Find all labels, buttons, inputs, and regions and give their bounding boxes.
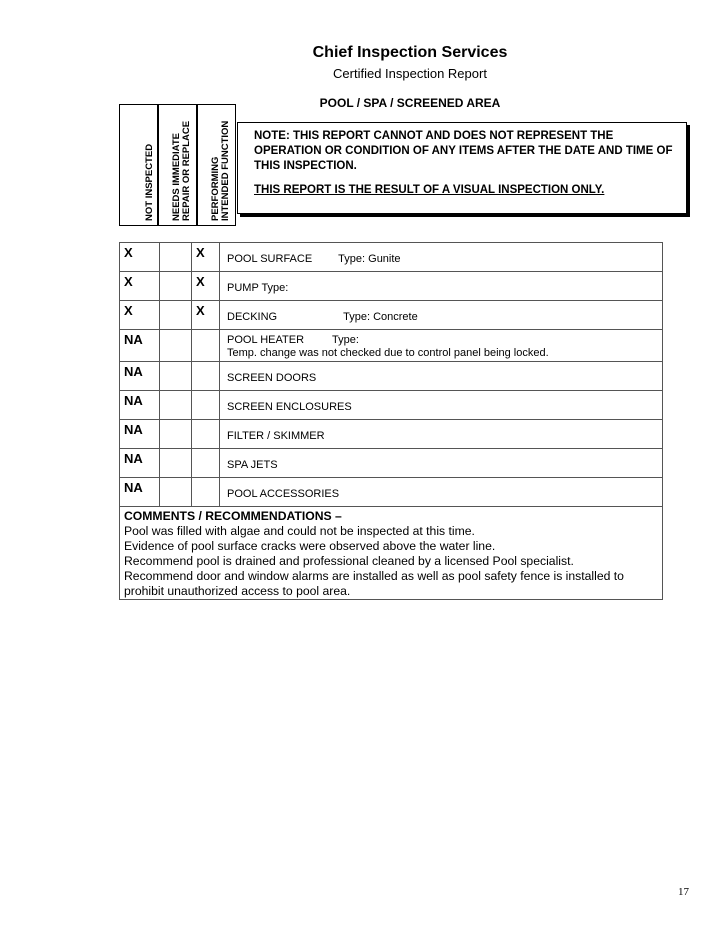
needs-repair-mark — [160, 362, 192, 391]
item-label: PUMP Type: — [227, 282, 289, 294]
needs-repair-mark — [160, 478, 192, 507]
column-label-needs-line1: NEEDS IMMEDIATE — [171, 133, 182, 221]
not-inspected-mark: X — [120, 301, 160, 330]
item-type: Type: Gunite — [338, 253, 401, 265]
item-description — [220, 301, 663, 330]
comments-title: COMMENTS / RECOMMENDATIONS – — [124, 509, 342, 523]
performing-mark — [192, 420, 220, 449]
item-label: SPA JETS — [227, 459, 278, 471]
item-description — [220, 478, 663, 507]
table-row — [120, 391, 663, 420]
performing-mark — [192, 391, 220, 420]
table-row — [120, 478, 663, 507]
needs-repair-mark — [160, 449, 192, 478]
performing-mark: X — [192, 301, 220, 330]
item-label: SCREEN ENCLOSURES — [227, 401, 352, 413]
item-description — [220, 420, 663, 449]
comment-line: Recommend door and window alarms are installed as well as pool safety fence is installed to prohibit unauthorized access to pool area. — [124, 569, 624, 598]
needs-repair-mark — [160, 420, 192, 449]
needs-repair-mark — [160, 391, 192, 420]
table-row — [120, 243, 663, 272]
column-header-needs-repair — [158, 104, 197, 226]
not-inspected-mark: NA — [120, 391, 160, 420]
report-subtitle: Certified Inspection Report — [333, 66, 487, 81]
item-label: POOL SURFACE — [227, 253, 313, 265]
table-row — [120, 362, 663, 391]
section-title: POOL / SPA / SCREENED AREA — [319, 96, 501, 110]
not-inspected-mark: NA — [120, 330, 160, 362]
comment-line: Recommend pool is drained and professional cleaned by a licensed Pool specialist. — [124, 554, 574, 568]
item-description — [220, 272, 663, 301]
column-label-needs-line2: REPAIR OR REPLACE — [181, 120, 192, 221]
item-description — [220, 449, 663, 478]
item-label: SCREEN DOORS — [227, 372, 317, 384]
disclaimer-note-box — [237, 122, 687, 214]
needs-repair-mark — [160, 272, 192, 301]
needs-repair-mark — [160, 330, 192, 362]
performing-mark — [192, 449, 220, 478]
not-inspected-mark: X — [120, 243, 160, 272]
comments-row — [120, 507, 663, 600]
item-description — [220, 362, 663, 391]
item-description — [220, 243, 663, 272]
item-type: Type: Concrete — [343, 311, 418, 323]
page-number: 17 — [678, 886, 689, 898]
performing-mark — [192, 330, 220, 362]
table-row — [120, 301, 663, 330]
performing-mark: X — [192, 243, 220, 272]
needs-repair-mark — [160, 301, 192, 330]
item-type: Type: — [332, 334, 359, 346]
column-label-not-inspected: NOT INSPECTED — [144, 143, 155, 221]
performing-mark — [192, 478, 220, 507]
item-label: POOL HEATER — [227, 334, 305, 346]
not-inspected-mark: NA — [120, 478, 160, 507]
item-label: FILTER / SKIMMER — [227, 430, 325, 442]
comment-line: Pool was filled with algae and could not be inspected at this time. — [124, 524, 475, 538]
table-row — [120, 449, 663, 478]
not-inspected-mark: NA — [120, 420, 160, 449]
disclaimer-text: NOTE: THIS REPORT CANNOT AND DOES NOT REPRESENT THE OPERATION OR CONDITION OF ANY ITEMS AFTER THE DATE AND TIME OF THIS INSPECTION. — [254, 130, 673, 172]
visual-inspection-notice: THIS REPORT IS THE RESULT OF A VISUAL INSPECTION ONLY. — [254, 184, 605, 196]
item-label: DECKING — [227, 311, 278, 323]
table-row — [120, 420, 663, 449]
item-note: Temp. change was not checked due to control panel being locked. — [227, 347, 549, 359]
report-company-title: Chief Inspection Services — [312, 44, 508, 61]
needs-repair-mark — [160, 243, 192, 272]
performing-mark — [192, 362, 220, 391]
column-label-perf-line2: INTENDED FUNCTION — [220, 120, 231, 221]
inspection-items-table — [119, 242, 663, 600]
column-header-not-inspected — [119, 104, 158, 226]
not-inspected-mark: X — [120, 272, 160, 301]
comment-line: Evidence of pool surface cracks were observed above the water line. — [124, 539, 496, 553]
performing-mark: X — [192, 272, 220, 301]
comments-section — [120, 507, 663, 600]
item-description — [220, 391, 663, 420]
table-row — [120, 330, 663, 362]
table-row — [120, 272, 663, 301]
not-inspected-mark: NA — [120, 362, 160, 391]
not-inspected-mark: NA — [120, 449, 160, 478]
column-label-perf-line1: PERFORMING — [210, 156, 221, 221]
item-label: POOL ACCESSORIES — [227, 488, 340, 500]
column-header-performing — [197, 104, 236, 226]
item-description — [220, 330, 663, 362]
